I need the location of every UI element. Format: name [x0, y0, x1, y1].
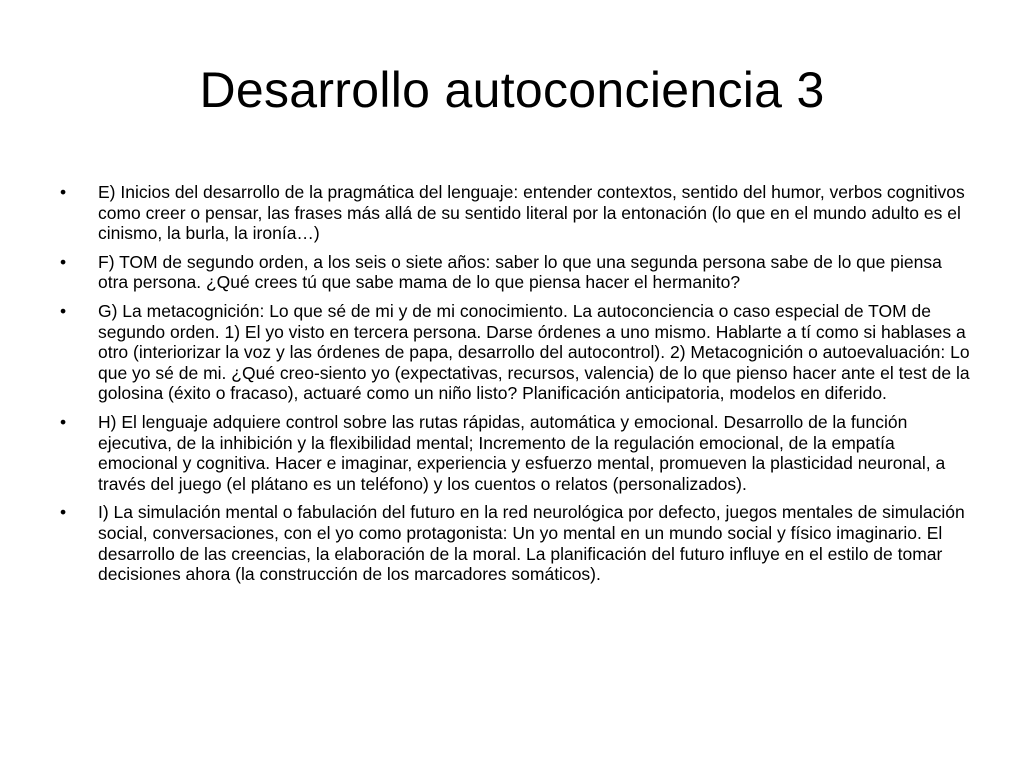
- bullet-text: E) Inicios del desarrollo de la pragmática del lenguaje: entender contextos, sentido del humor, verbos cognitivos como creer o pensar, las frases más allá de su sentido literal por la entonación (lo que en el mundo adulto es el cinismo, la burla, la ironía…): [98, 182, 965, 244]
- bullet-text: I) La simulación mental o fabulación del futuro en la red neurológica por defecto, juegos mentales de simulación social, conversaciones, con el yo como protagonista: Un yo mental en un mundo social y físico imaginario. El desarrollo de las creencias, la elaboración de la moral. La planificación del futuro influye en el estilo de tomar decisiones ahora (la construcción de los marcadores somáticos).: [98, 502, 965, 585]
- bullet-text: H) El lenguaje adquiere control sobre las rutas rápidas, automática y emocional. Desarrollo de la función ejecutiva, de la inhibición y la flexibilidad mental; Incremento de la regulación emocional, de la empatía emocional y cognitiva. Hacer e imaginar, experiencia y esfuerzo mental, promueven la plasticidad neuronal, a través del juego (el plátano es un teléfono) y los cuentos o relatos (personalizados).: [98, 411, 946, 494]
- bullet-icon: •: [60, 502, 67, 523]
- bullet-item-g: [58, 301, 970, 404]
- bullet-text: G) La metacognición: Lo que sé de mi y de mi conocimiento. La autoconciencia o caso especial de TOM de segundo orden. 1) El yo visto en tercera persona. Darse órdenes a uno mismo. Hablarte a tí como si hablases a otro (interiorizar la voz y las órdenes de papa, desarrollo del autocontrol). 2) Metacognición o autoevaluación: Lo que yo sé de mi. ¿Qué creo-siento yo (expectativas, recursos, valencia) de lo que pienso hacer ante el test de la golosina (éxito o fracaso), actuaré como un niño listo? Planificación anticipatoria, modelos en diferido.: [98, 300, 970, 404]
- bullet-list: [58, 182, 970, 593]
- bullet-item-e: [58, 182, 970, 244]
- bullet-item-i: [58, 502, 970, 584]
- bullet-icon: •: [60, 182, 67, 202]
- bullet-text: F) TOM de segundo orden, a los seis o siete años: saber lo que una segunda persona sabe de lo que piensa otra persona. ¿Qué crees tú que sabe mama de lo que piensa hacer el hermanito?: [98, 251, 942, 293]
- bullet-icon: •: [60, 300, 67, 321]
- bullet-icon: •: [60, 411, 67, 432]
- bullet-item-f: [58, 252, 970, 293]
- bullet-icon: •: [60, 251, 67, 272]
- slide-title: Desarrollo autoconciencia 3: [199, 62, 825, 118]
- bullet-item-h: [58, 412, 970, 494]
